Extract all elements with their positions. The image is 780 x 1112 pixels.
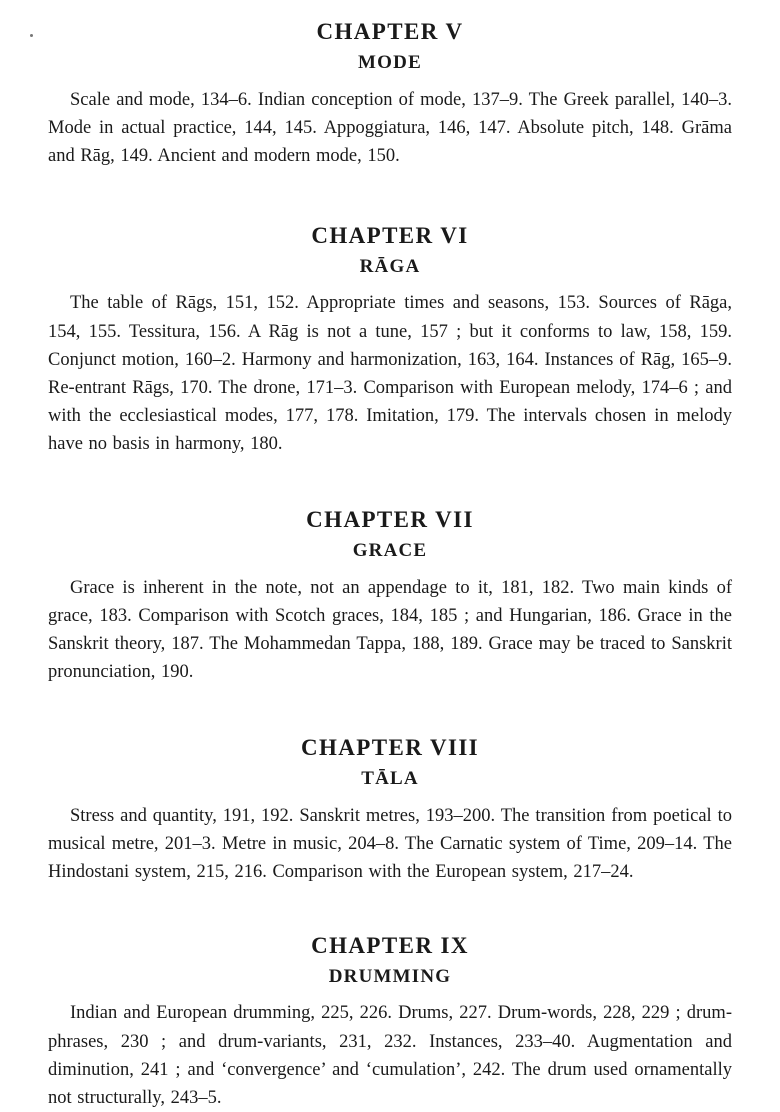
chapter-entries: Indian and European drumming, 225, 226. Drums, 227. Drum-words, 228, 229 ; drum-phrases, 230 ; and drum-variants, 231, 232. Instances, 233–40. Augmentation and diminution, 241 ; and ‘convergence’ and ‘cumulation’, 242. The drum used ornamentally not structurally, 243–5. <box>48 1003 732 1108</box>
page-speck <box>30 34 33 37</box>
spacer <box>48 886 732 932</box>
chapter-number: CHAPTER VI <box>311 222 469 248</box>
chapter-entry-8 <box>48 734 732 886</box>
chapter-subject: TĀLA <box>361 767 419 789</box>
chapter-entries: Grace is inherent in the note, not an appendage to it, 181, 182. Two main kinds of grace, 183. Comparison with Scotch graces, 184, 185 ; and Hungarian, 186. Grace in the Sanskrit theory, 187. The Mohammedan Tappa, 188, 189. Grace may be traced to Sanskrit pronunciation, 190. <box>48 577 732 682</box>
chapter-subject: RĀGA <box>359 255 421 277</box>
chapter-entry-5 <box>48 18 732 170</box>
chapter-number: CHAPTER IX <box>311 932 469 958</box>
chapter-entry-9 <box>48 932 732 1112</box>
chapter-subject: GRACE <box>352 539 428 561</box>
chapter-subject: DRUMMING <box>328 965 452 987</box>
chapter-subject: MODE <box>358 51 422 73</box>
chapter-entry-7 <box>48 506 732 686</box>
chapter-number: CHAPTER VII <box>306 507 474 533</box>
spacer <box>48 686 732 734</box>
chapter-entry-6 <box>48 222 732 458</box>
spacer <box>48 170 732 222</box>
chapter-entries: The table of Rāgs, 151, 152. Appropriate times and seasons, 153. Sources of Rāga, 154, 155. Tessitura, 156. A Rāg is not a tune, 157 ; but it conforms to law, 158, 159. Conjunct motion, 160–2. Harmony and harmonization, 163, 164. Instances of Rāg, 165–9. Re-entrant Rāgs, 170. The drone, 171–3. Comparison with European melody, 174–6 ; and with the ecclesiastical modes, 177, 178. Imitation, 179. The intervals chosen in melody have no basis in harmony, 180. <box>48 293 732 454</box>
spacer <box>48 458 732 506</box>
chapter-number: CHAPTER VIII <box>300 735 480 761</box>
chapter-number: CHAPTER V <box>316 19 464 44</box>
chapter-entries: Stress and quantity, 191, 192. Sanskrit metres, 193–200. The transition from poetical to musical metre, 201–3. Metre in music, 204–8. The Carnatic system of Time, 209–14. The Hindostani system, 215, 216. Comparison with the European system, 217–24. <box>48 805 732 882</box>
chapter-entries: Scale and mode, 134–6. Indian conception of mode, 137–9. The Greek parallel, 140–3. Mode in actual practice, 144, 145. Appoggiatura, 146, 147. Absolute pitch, 148. Grāma and Rāg, 149. Ancient and modern mode, 150. <box>48 89 732 166</box>
